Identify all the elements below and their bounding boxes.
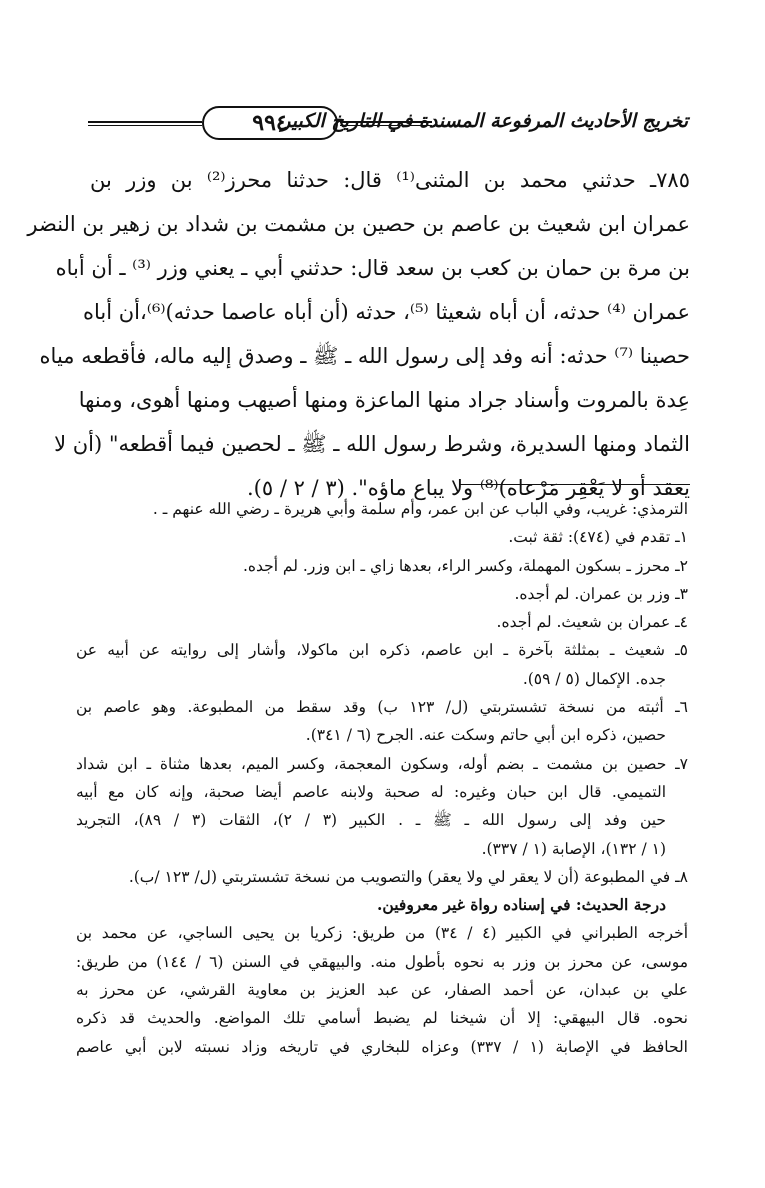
footnote-line: التميمي. قال ابن حبان وغيره: له صحبة ولابنه عاصم أيضا صحبة، وإنه كان مع أبيه <box>76 782 666 801</box>
footnote-line: ٢ـ محرز ـ بسكون المهملة، وكسر الراء، بعدها زاي ـ ابن وزر. لم أجده. <box>242 556 688 575</box>
footnote-line: ٦ـ أثبته من نسخة تشستربتي (ل/ ١٢٣ ب) وقد سقط من المطبوعة. وهو عاصم بن <box>76 698 688 717</box>
footnote-line: ٣ـ وزر بن عمران. لم أجده. <box>514 584 688 603</box>
footnotes <box>76 495 688 1061</box>
running-title: تخريج الأحاديث المرفوعة المسندة في التاريخ الكبير <box>281 110 688 132</box>
hadith-grade: درجة الحديث: في إسناده رواة غير معروفين. <box>377 895 666 915</box>
footnote-divider <box>460 484 690 485</box>
footnote-line: الحافظ في الإصابة (١ / ٣٣٧) وعزاه للبخاري في تاريخه وزاد نسبته لابن أبي عاصم <box>76 1037 688 1056</box>
footnote-line: ٤ـ عمران بن شعيث. لم أجده. <box>496 613 688 632</box>
footnote-line: الترمذي: غريب، وفي الباب عن ابن عمر، وأم سلمة وأبي هريرة ـ رضي الله عنهم ـ . <box>152 500 688 518</box>
hadith-line: الثماد ومنها السديرة، وشرط رسول الله ـ ﷺ ـ لحصين فيما أقطعه" (أن لا <box>54 432 690 456</box>
header-rule-left <box>88 121 202 126</box>
footnote-line: نحوه. قال البيهقي: إلا أن شيخنا لم يضبط أسامي تلك المواضع. والحديث قد ذكره <box>76 1009 688 1028</box>
footnote-line: (١ / ١٣٢)، الإصابة (١ / ٣٣٧). <box>481 839 666 858</box>
footnote-line: ٥ـ شعيث ـ بمثلثة بآخرة ـ ابن عاصم، ذكره ابن ماكولا، وأشار إلى روايته عن أبيه عن <box>76 641 688 660</box>
hadith-text <box>27 158 690 510</box>
hadith-line: عمران ابن شعيث بن عاصم بن حصين بن مشمت بن شداد بن زهير بن النضر <box>27 212 690 236</box>
footnote-line: حصين، ذكره ابن أبي حاتم وسكت عنه. الجرح (٦ / ٣٤١). <box>305 726 666 745</box>
page-number: ٩٩٤ <box>202 106 338 140</box>
hadith-line: عمران ⁽⁴⁾ حدثه، أن أباه شعيثا ⁽⁵⁾، حدثه (أن أباه عاصما حدثه)⁽⁶⁾،أن أباه <box>82 300 690 324</box>
footnote-line: أخرجه الطبراني في الكبير (٤ / ٣٤) من طريق: زكريا بن يحيى الساجي، عن محمد بن <box>76 924 688 943</box>
hadith-line: حصينا ⁽⁷⁾ حدثه: أنه وفد إلى رسول الله ـ ﷺ ـ وصدق إليه ماله، فأقطعه مياه <box>39 344 690 368</box>
hadith-line: بن مرة بن حمان بن كعب بن سعد قال: حدثني أبي ـ يعني وزر ⁽³⁾ ـ أن أباه <box>55 256 690 280</box>
footnote-line: ٧ـ حصين بن مشمت ـ بضم أوله، وسكون المعجمة، وكسر الميم، بعدها مثناة ـ ابن شداد <box>76 754 688 773</box>
footnote-line: ١ـ تقدم في (٤٧٤): ثقة ثبت. <box>508 528 688 547</box>
hadith-line: يعقد أو لا يَعْقِر مَرْعاه)⁽⁸⁾ ولا يباع ماؤه". (٣ / ٢ / ٥). <box>247 476 690 500</box>
footnote-line: علي بن عبدان، عن أحمد الصفار، عن عبد العزيز بن معاوية القرشي، عن محرز به <box>76 981 688 1000</box>
footnote-line: جده. الإكمال (٥ / ٥٩). <box>522 669 666 688</box>
hadith-line: ٧٨٥ـ حدثني محمد بن المثنى⁽¹⁾ قال: حدثنا محرز⁽²⁾ بن وزر بن <box>90 168 690 192</box>
footnote-line: موسى، عن محرز بن وزر به نحوه بأطول منه. والبيهقي في السنن (٦ / ١٤٤) من طريق: <box>76 952 689 971</box>
footnote-line: ٨ـ في المطبوعة (أن لا يعقر لي ولا يعقر) والتصويب من نسخة تشستربتي (ل/ ١٢٣ /ب). <box>128 867 688 886</box>
footnote-line: حين وفد إلى رسول الله ـ ﷺ ـ . الكبير (٣ / ٢)، الثقات (٣ / ٨٩)، التجريد <box>76 811 667 830</box>
hadith-line: عِدة بالمروت وأسناد جراد منها الماعزة ومنها أصيهب ومنها أهوى، ومنها <box>78 388 690 412</box>
header-rule-right <box>340 121 432 126</box>
page-header <box>88 104 688 146</box>
